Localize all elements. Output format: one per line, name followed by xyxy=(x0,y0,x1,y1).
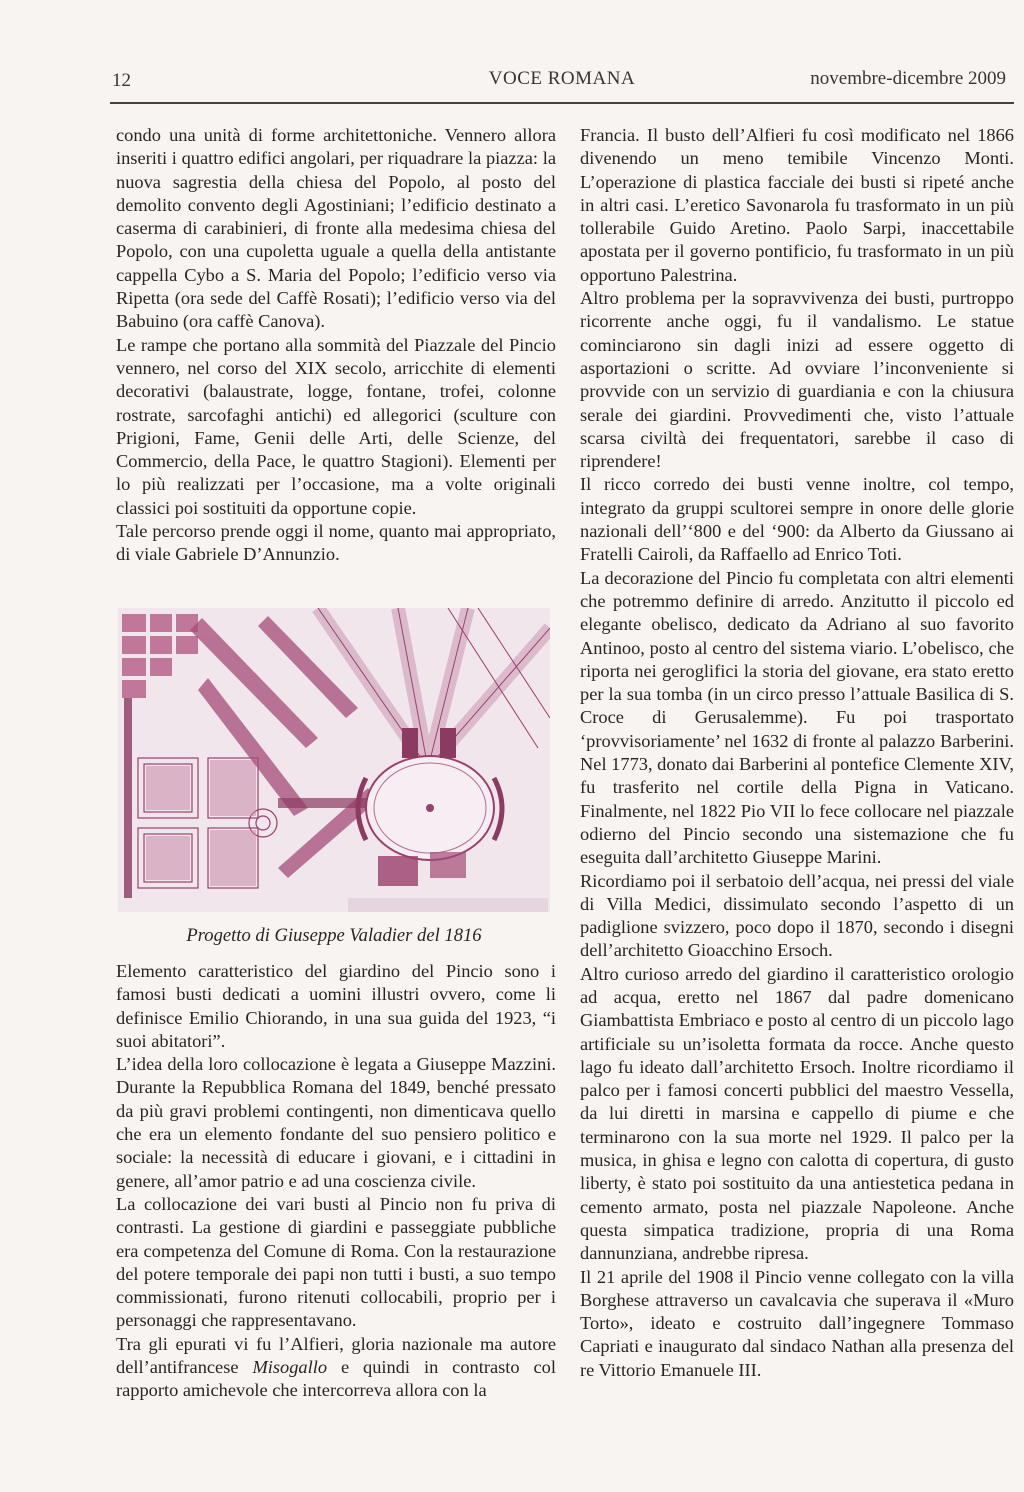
paragraph: Il ricco corredo dei busti venne inoltre, col tempo, integrato da gruppi scultorei sempre in onore delle glorie nazionali dell’‘800 e del ‘900: da Alberto da Giussano ai Fratelli Cairoli, da Raffaello ad Enrico Toti. xyxy=(580,474,1014,565)
paragraph: Altro problema per la sopravvivenza dei busti, purtroppo ricorrente anche oggi, fu il vandalismo. Le statue cominciarono sin dagli inizi ad essere oggetto di asportazioni o scritte. Ad ovviare l’inconveniente si provvide con un servizio di guardiania e con la chiusura serale dei giardini. Provvedimenti che, visto l’attuale scarsa civiltà dei frequentatori, sarebbe il caso di riprendere! xyxy=(580,288,1014,472)
issue-date: novembre-dicembre 2009 xyxy=(810,68,1006,89)
page-header xyxy=(112,68,1012,94)
paragraph: Tale percorso prende oggi il nome, quanto mai appropriato, di viale Gabriele D’Annunzio. xyxy=(116,521,556,565)
publication-title: VOCE ROMANA xyxy=(488,68,636,89)
right-column xyxy=(580,124,1014,1382)
figure-caption: Progetto di Giuseppe Valadier del 1816 xyxy=(186,925,482,946)
left-column-top xyxy=(116,124,556,567)
header-rule xyxy=(110,102,1014,104)
left-column-bottom xyxy=(116,960,556,1403)
paragraph: La collocazione dei vari busti al Pincio non fu priva di contrasti. La gestione di giardini e passeggiate pubbliche era competenza del Comune di Roma. Con la restaurazione del potere temporale dei papi non tutti i busti, a suo tempo commissionati, furono ritenuti collocabili, proprio per i personaggi che rappresentavano. xyxy=(116,1193,556,1331)
paragraph: Francia. Il busto dell’Alfieri fu così modificato nel 1866 divenendo un meno temibile Vincenzo Monti. L’operazione di plastica facciale dei busti si ripeté anche in altri casi. L’eretico Savonarola fu trasformato in un più tollerabile Guido Aretino. Paolo Sarpi, inaccettabile apostata per il governo pontificio, fu trasformato in un più opportuno Palestrina. xyxy=(580,125,1014,285)
paragraph: Le rampe che portano alla sommità del Piazzale del Pincio vennero, nel corso del XIX secolo, arricchite di elementi decorativi (balaustrate, logge, fontane, trofei, colonne rostrate, sarcofaghi antichi) ed allegorici (sculture con Prigioni, Fame, Genii delle Arti, delle Scienze, del Commercio, della Pace, le quattro Stagioni). Elementi per lo più realizzati per l’occasione, ma a volte originali classici poi sostituiti da opportune copie. xyxy=(116,334,556,518)
book-title: Misogallo xyxy=(252,1357,328,1378)
paragraph: Altro curioso arredo del giardino il caratteristico orologio ad acqua, eretto nel 1867 dal padre domenicano Giambattista Embriaco e posto al centro di un piccolo lago artificiale su un’isoletta formata da rocce. Anche questo lago fu ideato dall’architetto Ersoch. Inoltre ricordiamo il palco per i famosi concerti pubblici del maestro Vessella, da lui diretti in marsina e cappello di piume e che terminarono con la sua morte nel 1929. Il palco per la musica, in ghisa e legno con calotta di copertura, di gusto liberty, è stato poi sostituito da una antiestetica pedana in cemento armato, posta nel piazzale Napoleone. Anche questa simpatica tradizione, propria di una Roma dannunziana, andrebbe ripresa. xyxy=(580,963,1014,1264)
text-run: e quindi in contrasto col rapporto amichevole che intercorreva allora con la xyxy=(116,1357,556,1401)
paragraph: Ricordiamo poi il serbatoio dell’acqua, nei pressi del viale di Villa Medici, dissimulato secondo l’aspetto di un padiglione svizzero, poco dopo il 1870, secondo i disegni dell’architetto Gioacchino Ersoch. xyxy=(580,870,1014,961)
paragraph: L’idea della loro collocazione è legata a Giuseppe Mazzini. Durante la Repubblica Romana del 1849, benché pressato da più gravi problemi contingenti, non dimenticava quello che era un elemento fondante del suo pensiero politico e sociale: la necessità di educare i giovani, e i cittadini in genere, all’amor patrio e ad una coscienza civile. xyxy=(116,1054,556,1191)
paragraph: condo una unità di forme architettoniche. Vennero allora inseriti i quattro edifici angolari, per riquadrare la piazza: la nuova sagrestia della chiesa del Popolo, al posto del demolito convento degli Agostiniani; l’edificio destinato a caserma di carabinieri, di fronte alla medesima chiesa del Popolo, con una cupoletta uguale a quella della antistante cappella Cybo a S. Maria del Popolo; l’edificio verso via Ripetta (ora sede del Caffè Rosati); l’edificio verso via del Babuino (ora caffè Canova). xyxy=(116,125,556,332)
valadier-plan-engraving xyxy=(118,608,550,912)
text-run: Tra gli epurati vi fu l’Alfieri, gloria nazionale ma autore dell’antifrancese xyxy=(116,1333,556,1378)
paragraph: Elemento caratteristico del giardino del Pincio sono i famosi busti dedicati a uomini illustri ovvero, come li definisce Emilio Chiorando, in una sua guida del 1923, “i suoi abitatori”. xyxy=(116,961,556,1051)
paragraph xyxy=(116,1333,556,1403)
paragraph: Il 21 aprile del 1908 il Pincio venne collegato con la villa Borghese attraverso un cavalcavia che superava il «Muro Torto», ideato e costruito dall’ingegnere Tommaso Capriati e inaugurato dal sindaco Nathan alla presenza del re Vittorio Emanuele III. xyxy=(580,1266,1014,1380)
page-number: 12 xyxy=(112,70,131,91)
plan-drawing xyxy=(118,608,550,912)
paragraph: La decorazione del Pincio fu completata con altri elementi che potremmo definire di arredo. Anzitutto il piccolo ed elegante obelisco, dedicato da Adriano al suo favorito Antinoo, posto al centro del sistema viario. L’obelisco, che riporta nei geroglifici la storia del giovane, era stato eretto per la sua tomba (in un circo presso l’attuale Basilica di S. Croce di Gerusalemme). Fu poi trasportato ‘provvisoriamente’ nel 1632 di fronte al palazzo Barberini. Nel 1773, donato dai Barberini al pontefice Clemente XIV, fu trasferito nel cortile della Pigna in Vaticano. Finalmente, nel 1822 Pio VII lo fece collocare nel piazzale odierno del Pincio secondo una sistemazione che fu eseguita dall’architetto Giuseppe Marini. xyxy=(580,567,1014,868)
